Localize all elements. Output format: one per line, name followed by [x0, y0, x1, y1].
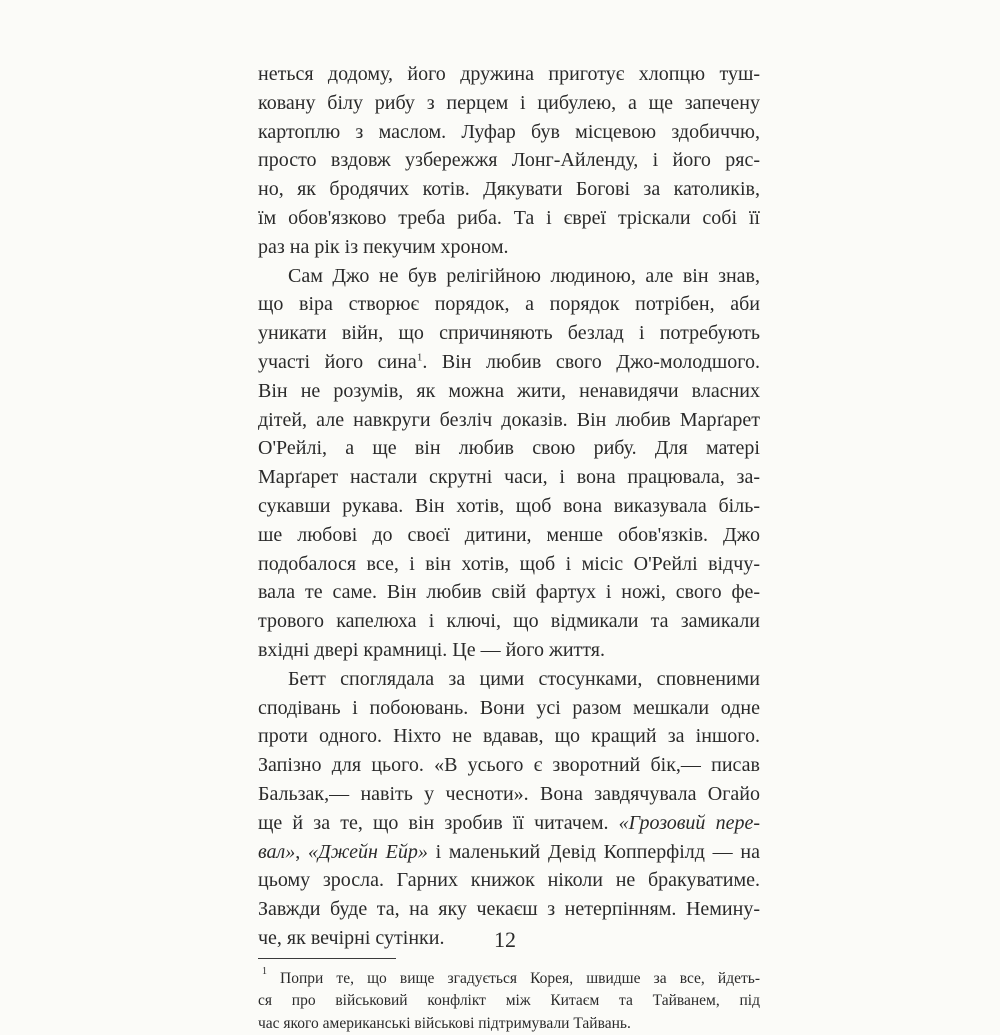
footnote-reference[interactable]: 1	[416, 351, 423, 364]
book-title: «Грозовий пере-	[618, 811, 760, 834]
text-line: дітей, але навкруги безліч доказів. Він любив Марґарет	[258, 408, 760, 431]
footnote-marker: 1	[262, 965, 267, 977]
text-fragment: участі його сина	[258, 350, 417, 373]
text-line: цьому зросла. Гарних книжок ніколи не бракуватиме.	[258, 869, 760, 892]
text-line: картоплю з маслом. Луфар був місцевою здобиччю,	[258, 120, 760, 143]
text-line: вала те саме. Він любив свій фартух і ножі, свого фе-	[258, 581, 760, 604]
text-line: проти одного. Ніхто не вдавав, що кращий за іншого.	[258, 725, 760, 748]
text-line: неться додому, його дружина приготує хлопцю туш-	[258, 63, 760, 85]
text-line: трового капелюха і ключі, що відмикали та замикали	[258, 610, 760, 633]
text-line: ше любові до своєї дитини, менше обов'язків. Джо	[258, 523, 760, 546]
text-line: раз на рік із пекучим хроном.	[258, 235, 509, 258]
text-line: їм обов'язково треба риба. Та і євреї тріскали собі її	[258, 206, 760, 229]
text-fragment: ще й за те, що він зробив її читачем.	[258, 811, 619, 834]
text-line: Сам Джо не був релігійною людиною, але він знав,	[288, 264, 760, 287]
text-line: но, як бродячих котів. Дякувати Богові за католиків,	[258, 178, 760, 201]
text-line: Завжди буде та, на яку чекаєш з нетерпінням. Немину-	[258, 898, 760, 921]
footnote-line: час якого американські військові підтримували Тайвань.	[258, 1014, 631, 1032]
book-title: вал»	[258, 840, 296, 863]
footnote-divider	[258, 958, 396, 959]
text-line: уникати війн, що спричиняють безлад і потребують	[258, 322, 760, 345]
text-fragment: ,	[295, 840, 308, 863]
text-line: Марґарет настали скрутні часи, і вона працювала, за-	[258, 466, 760, 489]
text-line	[258, 348, 760, 377]
text-line: Бальзак,— навіть у чесноти». Вона завдячувала Огайо	[258, 782, 760, 805]
footnote-line: ся про військовий конфлікт між Китаєм та Тайванем, під	[258, 992, 760, 1010]
text-line: подобалося все, і він хотів, щоб і місіс О'Рейлі відчу-	[258, 552, 760, 575]
text-line: просто вздовж узбережжя Лонг-Айленду, і його ряс-	[258, 149, 760, 172]
text-line: Бетт споглядала за цими стосунками, сповненими	[288, 667, 760, 690]
text-line: вхідні двері крамниці. Це — його життя.	[258, 638, 605, 661]
text-fragment: . Він любив свого Джо-молодшого.	[422, 350, 760, 373]
text-line: сукавши рукава. Він хотів, щоб вона виказувала біль-	[258, 494, 760, 517]
page-number: 12	[494, 927, 516, 952]
text-line: че, як вечірні сутінки.	[258, 926, 445, 949]
text-line: ковану білу рибу з перцем і цибулею, а ще запечену	[258, 91, 760, 114]
text-line	[258, 809, 760, 838]
text-line: Він не розумів, як можна жити, ненавидячи власних	[258, 379, 760, 402]
text-line	[258, 838, 760, 867]
footnote-line: Попри те, що вище згадується Корея, швидше за все, йдеть-	[280, 969, 760, 987]
footnote	[258, 965, 760, 1035]
text-line: Запізно для цього. «В усього є зворотний бік,— писав	[258, 754, 760, 777]
page-body	[258, 60, 760, 1035]
text-line: сподівань і побоювань. Вони усі разом мешкали одне	[258, 696, 760, 719]
text-line: О'Рейлі, а ще він любив свою рибу. Для матері	[258, 437, 760, 460]
text-fragment: і маленький Девід Копперфілд — на	[427, 840, 760, 863]
text-line: що віра створює порядок, а порядок потрібен, аби	[258, 293, 760, 316]
book-title: «Джейн Ейр»	[308, 840, 428, 863]
